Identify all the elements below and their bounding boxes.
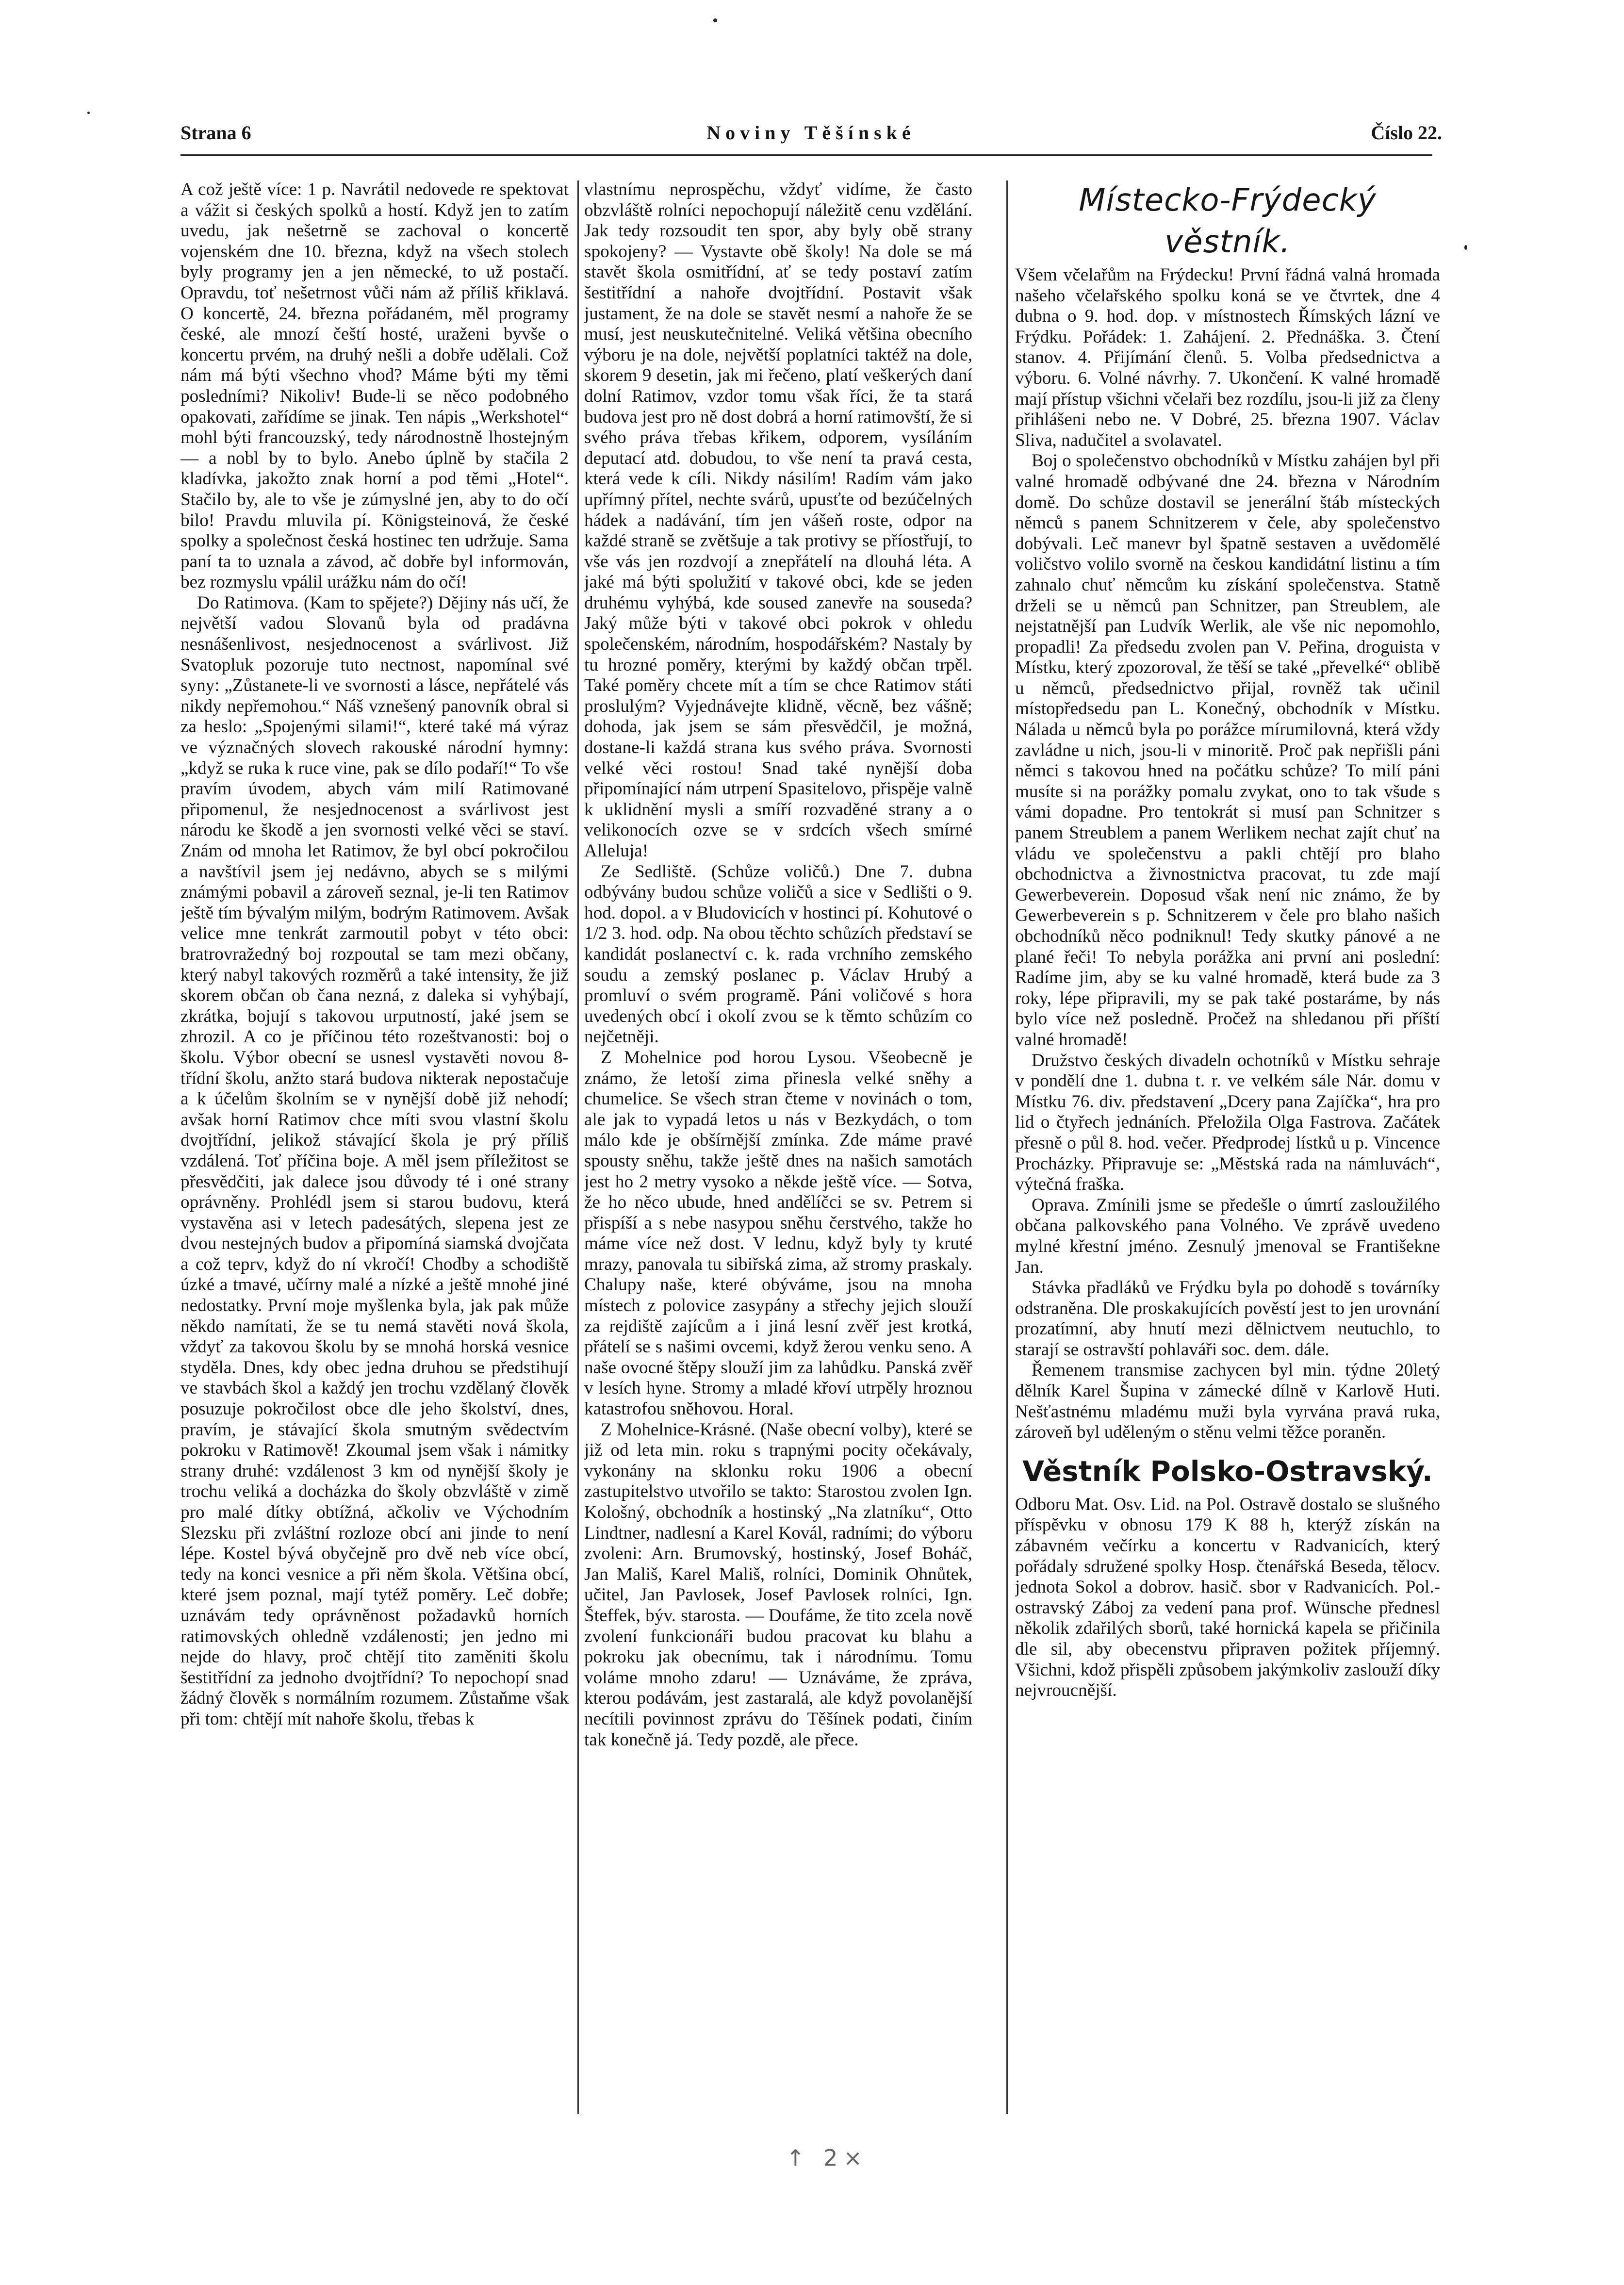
article-sedliste: Ze Sedliště. (Schůze voličů.) Dne 7. dubna odbývány budou schůze voličů a sice v Sedlišti o 9. hod. dopol. a v Bludovicích v hostinci pí. Kohutové o 1/2 3. hod. odp. Na obou těchto schůzích představí se kandidát poslanectví c. k. rada vrchního zemského soudu a zemský poslanec p. Václav Hrubý a promluví o svém programě. Páni voličové s hora uvedených obcí i okolí zvou se k těmto schůzím co nejčetněji. [584,861,972,1047]
section-title-polsko-ostravsky: Věstník Polsko-Ostravský. [1022,1454,1433,1488]
article-mohelnice-krasna: Z Mohelnice-Krásné. (Naše obecní volby), které se již od leta min. roku s trapnými pocity očekávaly, vykonány na sklonku roku 1906 a obecní zastupitelstvo utvořilo se takto: Starostou zvolen Ign. Kološný, obchodník a hostinský „Na zlatníku“, Otto Lindtner, nadlesní a Karel Kovál, radními; do výboru zvoleni: Arn. Brumovský, hostinský, Josef Boháč, Jan Mališ, Karel Mališ, rolníci, Dominik Ohnůtek, učitel, Jan Pavlosek, Josef Pavlosek rolníci, Ign. Šteffek, býv. starosta. — Doufáme, že tito zcela nově zvolení funkcionáři budou pracovat ku blahu a pokroku jak obecnímu, tak i národnímu. Tomu voláme mnoho zdaru! — Uznáváme, že zpráva, kterou podávám, jest zastaralá, ale když povolanější necítili povinnost zprávu do Těšínek podati, činím tak konečně já. Tedy pozdě, ale přece. [584,1419,972,1750]
column-divider-1 [577,181,579,2114]
column-3 [1015,180,1440,2121]
newspaper-title: Noviny Těšínské [706,122,916,144]
scan-speck [1464,245,1467,250]
column-2 [584,180,972,2121]
column-divider-2 [1006,181,1008,2114]
article-divadlo: Družstvo českých divadeln ochotníků v Místku sehraje v pondělí dne 1. dubna t. r. ve velkém sále Nár. domu v Místku 76. div. představení „Dcery pana Zajíčka“, hra pro lid o čtyřech jednáních. Přeložila Olga Fastrova. Začátek přesně o půl 8. hod. večer. Předprodej lístků u p. Vincence Procházky. Připravuje se: „Městská rada na námluvách“, výtečná fraška. [1015,1050,1440,1195]
article-remenem: Řemenem transmise zachycen byl min. týdne 20letý dělník Karel Šupina v zámecké dílně v Karlově Huti. Nešťastnému mladému muži byla vyrvána pravá ruka, zároveň byl uděleným o stěnu velmi těžce poraněn. [1015,1360,1440,1443]
handwritten-mark: ↑ 2× [786,2145,868,2171]
article-mohelnice-lysa: Z Mohelnice pod horou Lysou. Všeobecně je známo, že letoší zima přinesla velké sněhy a chumelice. Se všech stran čteme v novinách o tom, ale jak to vypadá letos u nás v Bezkydách, o tom málo kde je obšírnější zmínka. Zde máme pravé spousty sněhu, takže ještě dnes na našich samotách jest ho 2 metry vysoko a někde ještě více. — Sotva, že ho něco ubude, hned andělíčci se sv. Petrem si přispíší a s nebe nasypou sněhu čerstvého, takže ho máme více než dost. V lednu, když byly ty kruté mrazy, panovala tu sibiřská zima, až stromy praskaly. Chalupy naše, které obýváme, jsou na mnoha místech z polovice zasypány a střechy jejich slouží za rejdiště zajícům a i jiná lesní zvěř jest krotká, přátelí se s našimi ovcemi, když žerou venku seno. A naše ovocné štěpy slouží jim za lahůdku. Panská zvěř v lesích hyne. Stromy a mladé křoví utrpěly hroznou katastrofou sněhovou. Horal. [584,1047,972,1419]
article-vcelari: Všem včelařům na Frýdecku! První řádná valná hromada našeho včelařského spolku koná se ve čtvrtek, dne 4 dubna o 9. hod. dop. v místnostech Římských lázní ve Frýdku. Pořádek: 1. Zahájení. 2. Přednáška. 3. Čtení stanov. 4. Přijímání členů. 5. Volba předsednictva a výboru. 6. Volné návrhy. 7. Ukončení. K valné hromadě mají přístup všichni včelaři bez rozdílu, jsou-li již za členy přihlášeni nebo ne. V Dobré, 25. března 1907. Václav Sliva, nadučitel a svolavatel. [1015,265,1440,450]
scan-speck [713,18,717,22]
article-paragraph: vlastnímu neprospěchu, vždyť vidíme, že často obzvláště rolníci nepochopují náležitě cenu vzdělání. Jak tedy rozsoudit ten spor, aby byly obě strany spokojeny? — Vystavte obě školy! Na dole se má stavět škola osmitřídní, ať se tedy postaví zatím šestitřídní a nahoře dvojtřídní. Postavit však justament, že na dole se stavět nesmí a nahoře že se musí, jest neuskutečnitelné. Veliká většina obecního výboru je na dole, největší poplatníci taktéž na dole, skorem 9 desetin, jak mi řečeno, platí veškerých daní dolní Ratimov, vzdor tomu však říci, že ta stará budova jest pro ně dost dobrá a horní ratimovští, že si svého práva třebas křikem, odporem, vysíláním deputací atd. dobudou, to vše není ta pravá cesta, která vede k cíli. Nikdy násilím! Radím vám jako upřímný přítel, nechte svárů, upusťte od bezúčelných hádek a nadávání, tím jen vášeň roste, odpor na každé straně se zvětšuje a tak protivy se příostřují, to vše vás jen rozdvojí a znepřátelí na dlouhá léta. A jaké má býti spolužití v takové obci, kde se jeden druhému vyhýbá, kde soused zanevře na souseda? Jaký může býti v takové obci pokrok v ohledu společenském, národním, hospodářském? Nastaly by tu hrozné poměry, kterými by každý občan trpěl. Také poměry chcete mít a tím se chce Ratimov státi proslulým? Vyjednávejte klidně, věcně, bez vášně; dohoda, jak jsem se sám přesvědčil, je možná, dostane-li každá strana kus svého práva. Svornosti velké věci rostou! Snad také nynější doba připomínající nám utrpení Spasitelovo, přispěje valně k uklidnění mysli a smíří rozvaděné strany a o velikonocích ozve se v srdcích všech smírné Alleluja! [584,180,972,861]
article-odbor-mat-osv: Odboru Mat. Osv. Lid. na Pol. Ostravě dostalo se slušného příspěvku v obnosu 179 K 88 h, kterýž získán na zábavném večírku a koncertu v Radvanicích, který pořádaly sdružené spolky Hosp. čtenářská Beseda, tělocv. jednota Sokol a dobrov. hasič. sbor v Radvanicích. Pol.-ostravský Záboj za vedení pana prof. Wünsche přednesl několik zdařilých sborů, také hornická kapela se přičinila dle sil, aby obecenstvu připraven požitek příjemný. Všichni, kdož přispěli způsobem jakýmkoliv zaslouží díky nejvroucnější. [1015,1494,1440,1701]
page-number: Strana 6 [180,122,251,144]
article-paragraph: A což ještě více: 1 p. Navrátil nedovede re spektovat a vážit si českých spolků a hostí. Když jen to zatím uvedu, jak nešetrně se zachoval o koncertě vojenském dne 10. března, když na všech stolech byly programy jen a jen německé, to už postačí. Opravdu, toť nešetrnost vůči nám až příliš křiklavá. O koncertě, 24. března pořádaném, měl programy české, ale mnozí čeští hosté, uraženi byvše o koncertu prvém, na druhý nešli a dobře udělali. Což nám má býti všechno vhod? Máme býti my těmi posledními? Nikoliv! Bude-li se něco podobného opakovati, zařídíme se jinak. Ten nápis „Werkshotel“ mohl býti francouzský, tedy národnostně lhostejným — a nobl by to bylo. Anebo úplně by stačila 2 kladívka, jakožto znak horní a pod těmi „Hotel“. Stačilo by, ale to vše je zúmyslné jen, aby to do očí bilo! Pravdu mluvila pí. Königsteinová, že české spolky a společnost česká hostinec ten udržuje. Sama paní ta to uznala a závod, ač dobře byl informován, bez rozmyslu vpálil urážku nám do očí! [180,180,569,592]
page-header [180,121,1442,155]
article-boj-spolecenstvo: Boj o společenstvo obchodníků v Místku zahájen byl při valné hromadě odbývané dne 24. března v Národním domě. Do schůze dostavil se jenerální štáb místeckých němců s panem Schnitzerem v čele, aby společenstvo dobývali. Leč manevr byl špatně sestaven a uvědomělé voličstvo volilo svorně na českou kandidátní listinu a tím zahnalo chuť němcům ku získání společenstva. Statně drželi se u němců pan Schnitzer, pan Streublem, ale nejstatnější pan Ludvík Werlik, ale vše nic nepomohlo, propadli! Za předsedu zvolen pan V. Peřina, droguista v Místku, který zpozoroval, že těší se také „převelké“ oblibě u němců, předsednictvo přijal, rovněž tak učinil místopředsedu pan L. Konečný, obchodník v Místku. Nálada u němců byla po porážce mírumilovná, která vždy zavládne u nich, jsou-li v minoritě. Proč pak nepřišli páni němci s takovou hned na počátku schůze? To milí páni musíte si na porážky pomalu zvykat, ono to tak všude s vámi dopadne. Pro tentokrát si musí pan Schnitzer s panem Streublem a panem Werlikem nechat zajít chuť na vládu ve společenstvu a pakli chtějí pro blaho obchodnictva a živnostnictva pracovat, tu zde mají Gewerbeverein. Doposud však není nic známo, že by Gewerbeverein s p. Schnitzerem v čele pro blaho našich obchodníků něco podniknul! Tedy skutky pánové a ne plané řeči! To nebyla porážka ani první ani poslední: Radíme jim, aby se ku valné hromadě, která bude za 3 roky, lépe připravili, my se pak také postaráme, by nás bylo více než posledně. Pročež na shledanou při příští valné hromadě! [1015,451,1440,1050]
article-ratimov: Do Ratimova. (Kam to spějete?) Dějiny nás učí, že největší vadou Slovanů byla od pradávna nesnášenlivost, nesjednocenost a svárlivost. Již Svatopluk pozoruje tuto nectnost, napomínal své syny: „Zůstanete-li ve svornosti a lásce, nepřátelé vás nikdy nepřemohou.“ Náš vznešený panovník obral si za heslo: „Spojenými silami!“, které také má výraz ve význačných slovech rakouské národní hymny: „když se ruka k ruce vine, pak se dílo podaří!“ To vše pravím úvodem, abych vám milí Ratimované připomenul, že nesjednocenost a svárlivost jest národu ke škodě a jen svornosti velké věci se staví. Znám od mnoha let Ratimov, že byl obcí pokročilou a navštívil jsem jej nedávno, abych se s milými známými pobavil a zároveň seznal, je-li ten Ratimov ještě tím bývalým milým, bodrým Ratimovem. Avšak velice mne tenkrát zarmoutil pobyt v této obci: bratrovražedný boj rozpoutal se tam mezi občany, který nabyl takových rozměrů a také intensity, že již skorem občan ob čana nezná, z daleka si vyhýbají, zkrátka, bojují s takovou urputností, jaké jsem se zhrozil. A co je příčinou této rozeštvanosti: boj o školu. Výbor obecní se usnesl vystavěti novou 8-třídní školu, anžto stará budova nikterak nepostačuje a k účelům školním se v nynější době již nehodí; avšak horní Ratimov chce míti svou vlastní školu dvojtřídní, jelikož stávající škola je prý příliš vzdálená. Toť příčina boje. A měl jsem příležitost se přesvědčiti, jak dalece jsou důvody té i oné strany oprávněny. Prohlédl jsem si starou budovu, která vystavěna asi v letech padesátých, slepena jest ze dvou nestejných budov a připomíná siamská dvojčata a což teprv, když do ní vkročí! Chodby a schodiště úzké a tmavé, učírny malé a nízké a ještě mnohé jiné nedostatky. První moje myšlenka byla, jak pak může někdo namítati, že se tu nemá stavěti nová škola, vždyť za takovou školu by se mnohá horská vesnice styděla. Dnes, kdy obec jedna druhou se předstihují ve stavbách škol a každý jen trochu vzdělaný člověk posuzuje pokročilost obce dle jeho školství, dnes, pravím, je stávající škola smutným svědectvím pokroku v Ratimově! Zkoumal jsem však i námitky strany druhé: vzdálenost 3 km od nynější školy je trochu veliká a docházka do školy obzvláště v zimě pro malé dítky obtížná, ačkoliv ve Východním Slezsku při zvláštní rozloze obcí ani jinde to není lépe. Kostel bývá obyčejně pro dvě neb více obcí, tedy na konci vesnice a při něm škola. Většina obcí, které jsem poznal, mají tytéž poměry. Leč dobře; uznávám tedy oprávněnost požadavků horních ratimovských ohledně vzdálenosti; jen jedno mi nejde do hlavy, proč chtějí tito zaměniti školu šestitřídní za jednoho dvojtřídní? To nepochopí snad žádný člověk s normálním rozumem. Zůstaňme však při tom: chtějí mít nahoře školu, třebas k [180,592,569,1729]
article-oprava: Oprava. Zmínili jsme se předešle o úmrtí zasloužilého občana palkovského pana Volného. Ve zprávě uvedeno mylné křestní jméno. Zesnulý jmenoval se Františekne Jan. [1015,1195,1440,1277]
scan-speck [87,112,90,114]
section-title-mistecko: Místecko-Frýdecký věstník. [1079,182,1377,260]
header-rule [180,154,1432,156]
column-1 [180,180,569,2121]
issue-number: Číslo 22. [1371,122,1442,144]
article-stavka: Stávka přadláků ve Frýdku byla po dohodě s továrníky odstraněna. Dle proskakujících pověstí jest to jen urovnání prozatímní, aby hnutí mezi dělnictvem neutuchlo, to starají se ostravští pohlaváři soc. dem. dále. [1015,1278,1440,1360]
